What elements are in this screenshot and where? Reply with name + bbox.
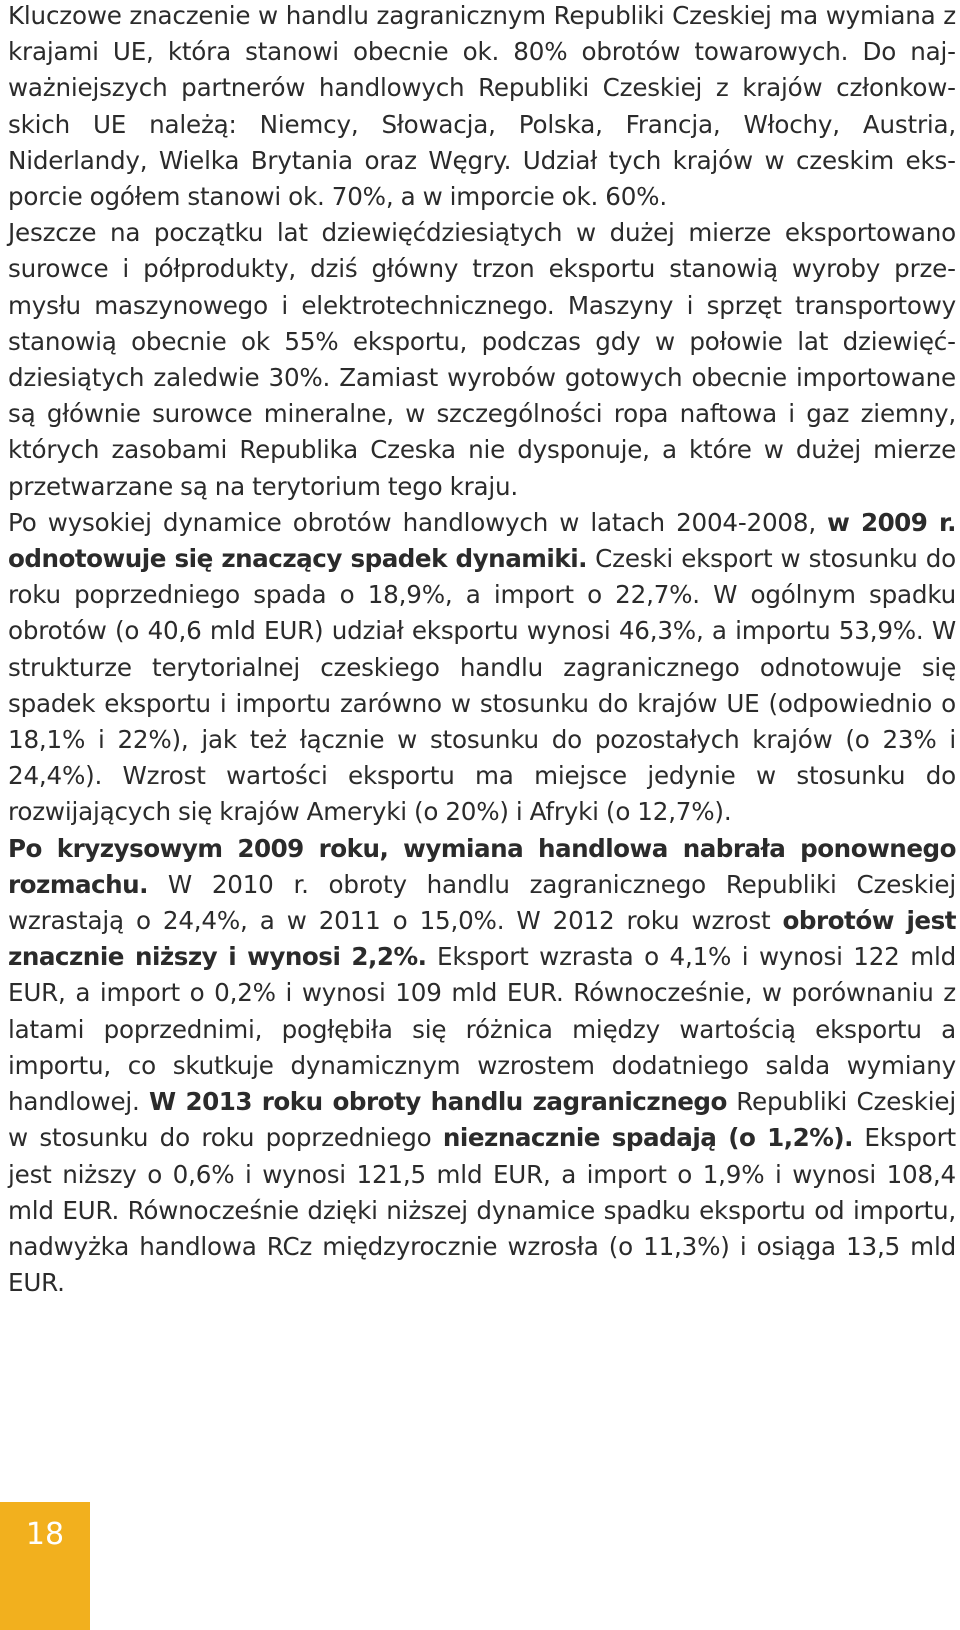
page-number: 18 [25,1517,65,1552]
bold-text-segment: W 2013 roku obroty handlu zagranicznego [149,1087,727,1117]
text-segment: Czeski eksport w stosunku do roku poprzedniego spada o 18,9%, a import o 22,7%. W ogólnym spadku obrotów (o 40,6 mld EUR) udział eksportu wynosi 46,3%, a importu 53,9%. W strukturze terytorialnej czeskiego handlu zagranicznego odnotowuje się spadek eksportu i importu zarówno w stosunku do krajów UE (odpowiednio o 18,1% i 22%), jak też łącznie w stosunku do pozostałych krajów (o 23% i 24,4%). Wzrost wartości eksportu ma miejsce jedynie w stosunku do rozwijających się krajów Ameryki (o 20%) i Afryki (o 12,7%). [8,544,956,827]
text-segment: W 2010 r. obroty handlu zagranicznego Republiki Czeskiej wzrastają o 24,4%, a w 2011 o 15,0%. W 2012 roku wzrost [8,869,956,936]
bold-text-segment: obrotów jest znacznie niższy i wynosi 2,2%. [8,906,956,972]
text-segment: Po wysokiej dynamice obrotów handlowych w latach 2004-2008, [8,507,828,537]
bold-text-segment: nieznacznie spadają (o 1,2%). [442,1123,853,1153]
page-number-badge [0,1502,90,1630]
document-body [8,0,956,1301]
text-segment: Eksport wzrasta o 4,1% i wynosi 122 mld EUR, a import o 0,2% i wynosi 109 mld EUR. Równocześnie, w porównaniu z latami poprzednimi, pogłębiła się różnica między wartością eksportu a importu, co skutkuje dynamicznym wzrostem dodatniego salda wymiany handlowej. [8,942,956,1117]
paragraph-3 [8,505,956,831]
bold-text-segment: Po kryzysowym 2009 roku, wymiana handlowa nabrała ponownego rozmachu. [8,833,956,899]
bold-text-segment: w 2009 r. odnotowuje się znaczący spadek dynamiki. [8,507,956,574]
text-segment: Republiki Czeskiej w stosunku do roku poprzedniego [8,1087,956,1153]
text-segment: Jeszcze na początku lat dziewięćdziesiątych w dużej mierze eksportowano surowce i półprodukty, dziś główny trzon eksportu stanowią wyroby przemysłu maszynowego i elektrotechnicznego. Maszyny i sprzęt transportowy stanowią obecnie ok 55% eksportu, podczas gdy w połowie lat dziewięćdziesiątych zaledwie 30%. Zamiast wyrobów gotowych obecnie importowane są głównie surowce mineralne, w szczególności ropa naftowa i gaz ziemny, których zasobami Republika Czeska nie dysponuje, a które w dużej mierze przetwarzane są na terytorium tego kraju. [8,218,956,501]
text-segment: Eksport jest niższy o 0,6% i wynosi 121,5 mld EUR, a import o 1,9% i wynosi 108,4 mld EUR. Równocześnie dzięki niższej dynamice spadku eksportu od importu, nadwyżka handlowa RCz międzyrocznie wzrosła (o 11,3%) i osiąga 13,5 mld EUR. [8,1123,956,1298]
text-segment: Kluczowe znaczenie w handlu zagranicznym Republiki Czeskiej ma wymiana z krajami UE, która stanowi obecnie ok. 80% obrotów towarowych. Do najważniejszych partnerów handlowych Republiki Czeskiej z krajów członkowskich UE należą: Niemcy, Słowacja, Polska, Francja, Włochy, Austria, Niderlandy, Wielka Brytania oraz Węgry. Udział tych krajów w czeskim eksporcie ogółem stanowi ok. 70%, a w imporcie ok. 60%. [8,1,956,212]
paragraph-1 [8,0,956,215]
paragraph-2 [8,215,956,505]
paragraph-4 [8,831,956,1302]
